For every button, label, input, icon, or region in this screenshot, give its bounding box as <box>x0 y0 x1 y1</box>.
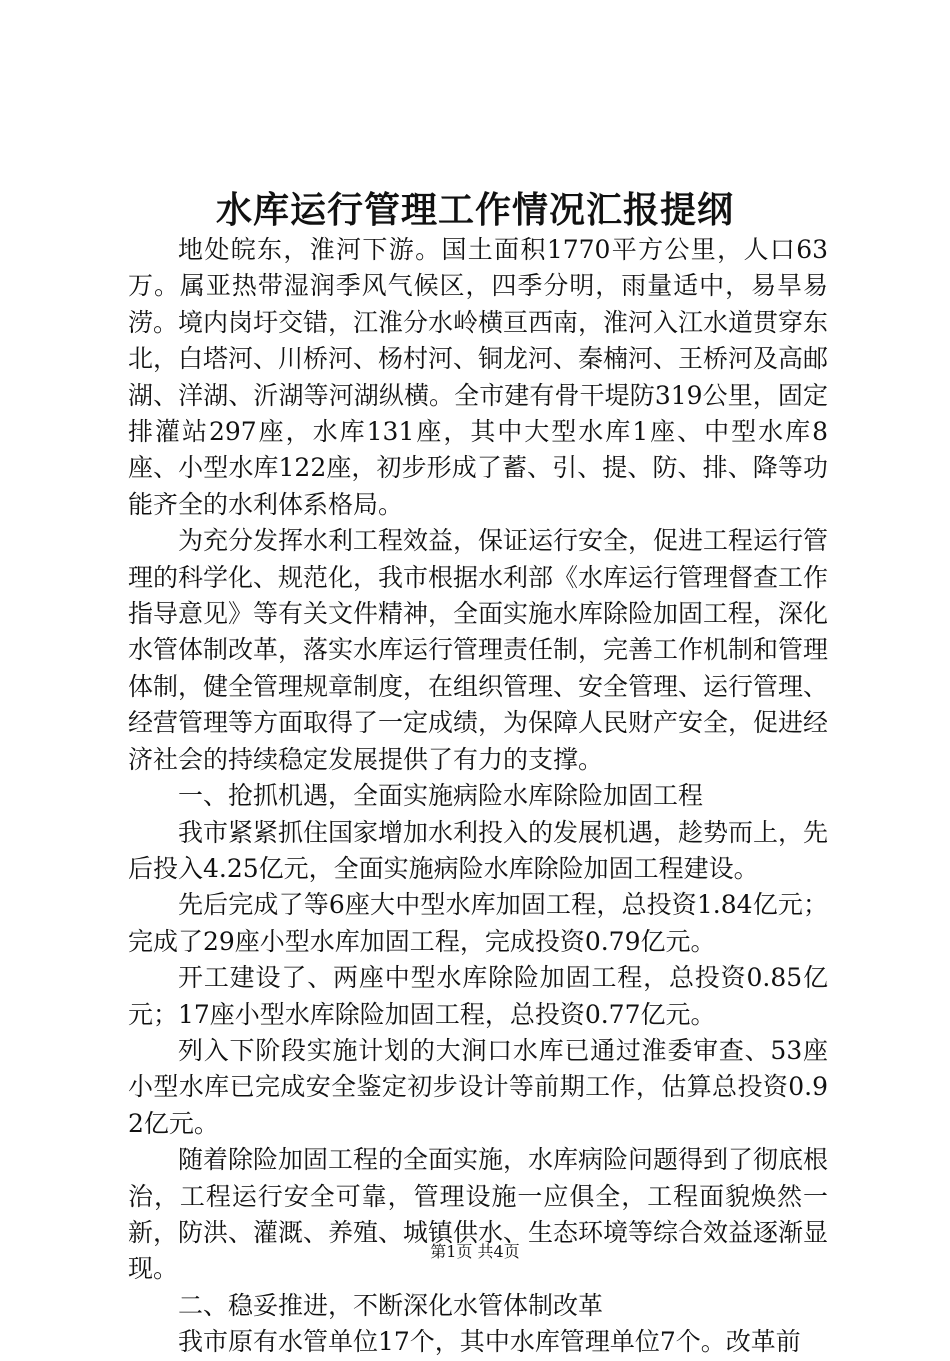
paragraph-intro: 为充分发挥水利工程效益，保证运行安全，促进工程运行管理的科学化、规范化，我市根据水利部《水库运行管理督查工作指导意见》等有关文件精神，全面实施水库除险加固工程，深化水管体制改革，落实水库运行管理责任制，完善工作机制和管理体制，健全管理规章制度，在组织管理、安全管理、运行管理、经营管理等方面取得了一定成绩，为保障人民财产安全，促进经济社会的持续稳定发展提供了有力的支撑。 <box>128 526 829 774</box>
paragraph-reform: 我市原有水管单位17个，其中水库管理单位7个。改革前 <box>178 1327 801 1357</box>
paragraph-investment: 我市紧紧抓住国家增加水利投入的发展机遇，趁势而上，先后投入4.25亿元，全面实施病险水库除险加固工程建设。 <box>128 817 829 883</box>
paragraph-completed: 先后完成了等6座大中型水库加固工程，总投资1.84亿元；完成了29座小型水库加固工程，完成投资0.79亿元。 <box>128 890 828 956</box>
section-heading-2: 二、稳妥推进，不断深化水管体制改革 <box>178 1290 604 1320</box>
document-title: 水库运行管理工作情况汇报提纲 <box>215 189 734 231</box>
section-heading-1: 一、抢抓机遇，全面实施病险水库除险加固工程 <box>178 781 704 811</box>
paragraph-under-construction: 开工建设了、两座中型水库除险加固工程，总投资0.85亿元；17座小型水库除险加固工程，总投资0.77亿元。 <box>128 963 828 1029</box>
paragraph-overview: 地处皖东，淮河下游。国土面积1770平方公里，人口63万。属亚热带湿润季风气候区，四季分明，雨量适中，易旱易涝。境内岗圩交错，江淮分水岭横亘西南，淮河入江水道贯穿东北，白塔河、川桥河、杨村河、铜龙河、秦楠河、王桥河及高邮湖、洋湖、沂湖等河湖纵横。全市建有骨干堤防319公里，固定排灌站297座，水库131座，其中大型水库1座、中型水库8座、小型水库122座，初步形成了蓄、引、提、防、排、降等功能齐全的水利体系格局。 <box>128 235 829 519</box>
paragraph-results: 随着除险加固工程的全面实施，水库病险问题得到了彻底根治，工程运行安全可靠，管理设施一应俱全，工程面貌焕然一新，防洪、灌溉、养殖、城镇供水、生态环境等综合效益逐渐显现。 <box>128 1145 829 1284</box>
document-body <box>128 232 828 1361</box>
paragraph-planned: 列入下阶段实施计划的大涧口水库已通过淮委审查、53座小型水库已完成安全鉴定初步设计等前期工作，估算总投资0.92亿元。 <box>128 1035 828 1138</box>
page-number-footer: 第1页 共4页 <box>430 1242 520 1261</box>
